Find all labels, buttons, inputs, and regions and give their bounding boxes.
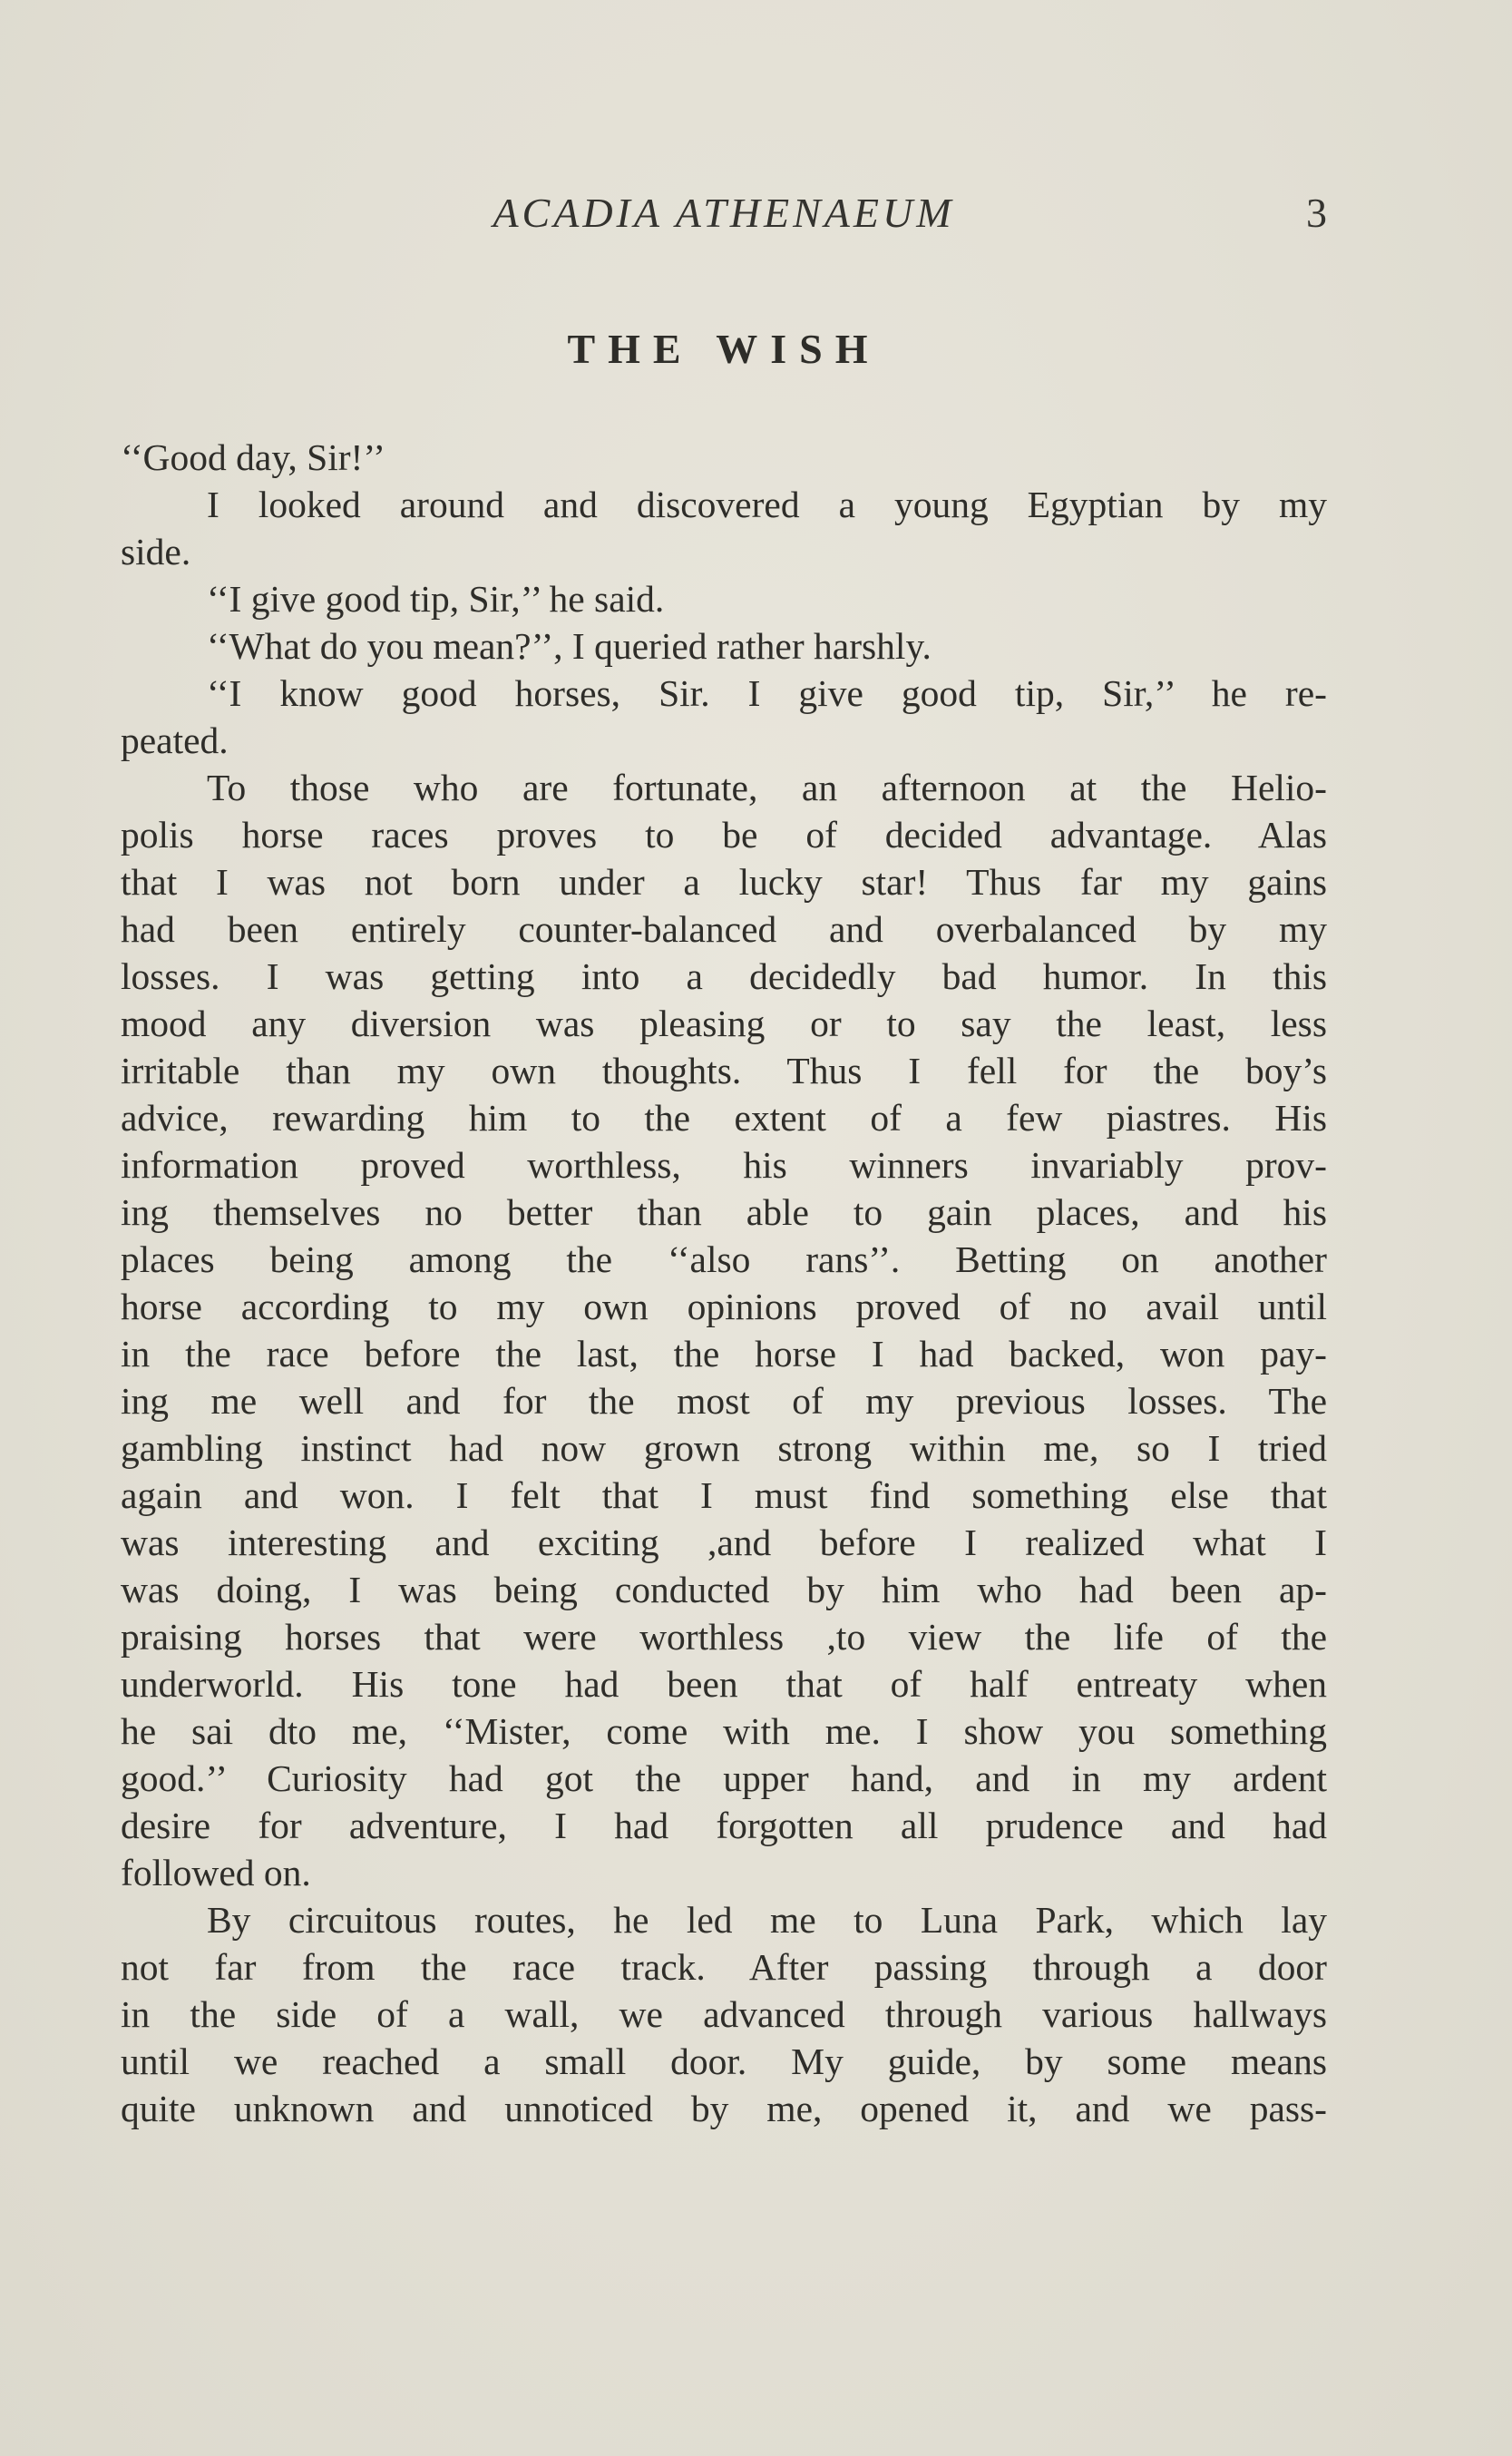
text-line: ing me well and for the most of my previous losses. The	[121, 1380, 1327, 1422]
running-head	[121, 186, 1327, 240]
text-line: places being among the ‘‘also rans’’. Betting on another	[121, 1238, 1327, 1280]
text-line: underworld. His tone had been that of half entreaty when	[121, 1663, 1327, 1705]
text-line: information proved worthless, his winners invariably prov-	[121, 1144, 1327, 1186]
text-line: good.’’ Curiosity had got the upper hand, and in my ardent	[121, 1757, 1327, 1799]
text-line: in the race before the last, the horse I had backed, won pay-	[121, 1333, 1327, 1375]
text-line: ‘‘Good day, Sir!’’	[121, 436, 385, 478]
text-line: losses. I was getting into a decidedly bad humor. In this	[121, 955, 1327, 997]
text-line: he sai dto me, ‘‘Mister, come with me. I show you something	[121, 1710, 1327, 1752]
text-line: I looked around and discovered a young Egyptian by my	[207, 484, 1327, 525]
text-line: By circuitous routes, he led me to Luna Park, which lay	[207, 1899, 1327, 1941]
text-line: horse according to my own opinions proved of no avail until	[121, 1286, 1327, 1327]
text-line: ‘‘I know good horses, Sir. I give good tip, Sir,’’ he re-	[207, 672, 1327, 714]
text-line: To those who are fortunate, an afternoon at the Helio-	[207, 767, 1327, 808]
text-line: until we reached a small door. My guide, by some means	[121, 2040, 1327, 2082]
article-body	[121, 434, 1327, 2132]
text-line: mood any diversion was pleasing or to say the least, less	[121, 1003, 1327, 1044]
text-line: was interesting and exciting ,and before I realized what I	[121, 1522, 1327, 1563]
text-line: advice, rewarding him to the extent of a few piastres. His	[121, 1097, 1327, 1139]
journal-title: ACADIA ATHENAEUM	[493, 190, 955, 236]
text-line: gambling instinct had now grown strong within me, so I tried	[121, 1427, 1327, 1469]
article-title: THE WISH	[567, 326, 881, 372]
text-line: irritable than my own thoughts. Thus I fell for the boy’s	[121, 1050, 1327, 1091]
text-line: ing themselves no better than able to gain places, and his	[121, 1191, 1327, 1233]
text-line: praising horses that were worthless ,to view the life of the	[121, 1616, 1327, 1658]
text-line: desire for adventure, I had forgotten all prudence and had	[121, 1805, 1327, 1846]
text-line: ‘‘I give good tip, Sir,’’ he said.	[207, 578, 665, 620]
text-line: side.	[121, 531, 191, 572]
text-line: peated.	[121, 719, 229, 761]
text-line: ‘‘What do you mean?’’, I queried rather harshly.	[207, 625, 932, 667]
text-line: was doing, I was being conducted by him who had been ap-	[121, 1569, 1327, 1610]
text-line: in the side of a wall, we advanced through various hallways	[121, 1993, 1327, 2035]
text-line: again and won. I felt that I must find something else that	[121, 1474, 1327, 1516]
text-line: polis horse races proves to be of decided advantage. Alas	[121, 814, 1327, 856]
text-line: quite unknown and unnoticed by me, opened it, and we pass-	[121, 2088, 1327, 2129]
text-line: that I was not born under a lucky star! Thus far my gains	[121, 861, 1327, 903]
text-line: followed on.	[121, 1852, 311, 1893]
text-line: not far from the race track. After passing through a door	[121, 1946, 1327, 1988]
text-line: had been entirely counter-balanced and overbalanced by my	[121, 908, 1327, 950]
page-number: 3	[1306, 190, 1327, 236]
